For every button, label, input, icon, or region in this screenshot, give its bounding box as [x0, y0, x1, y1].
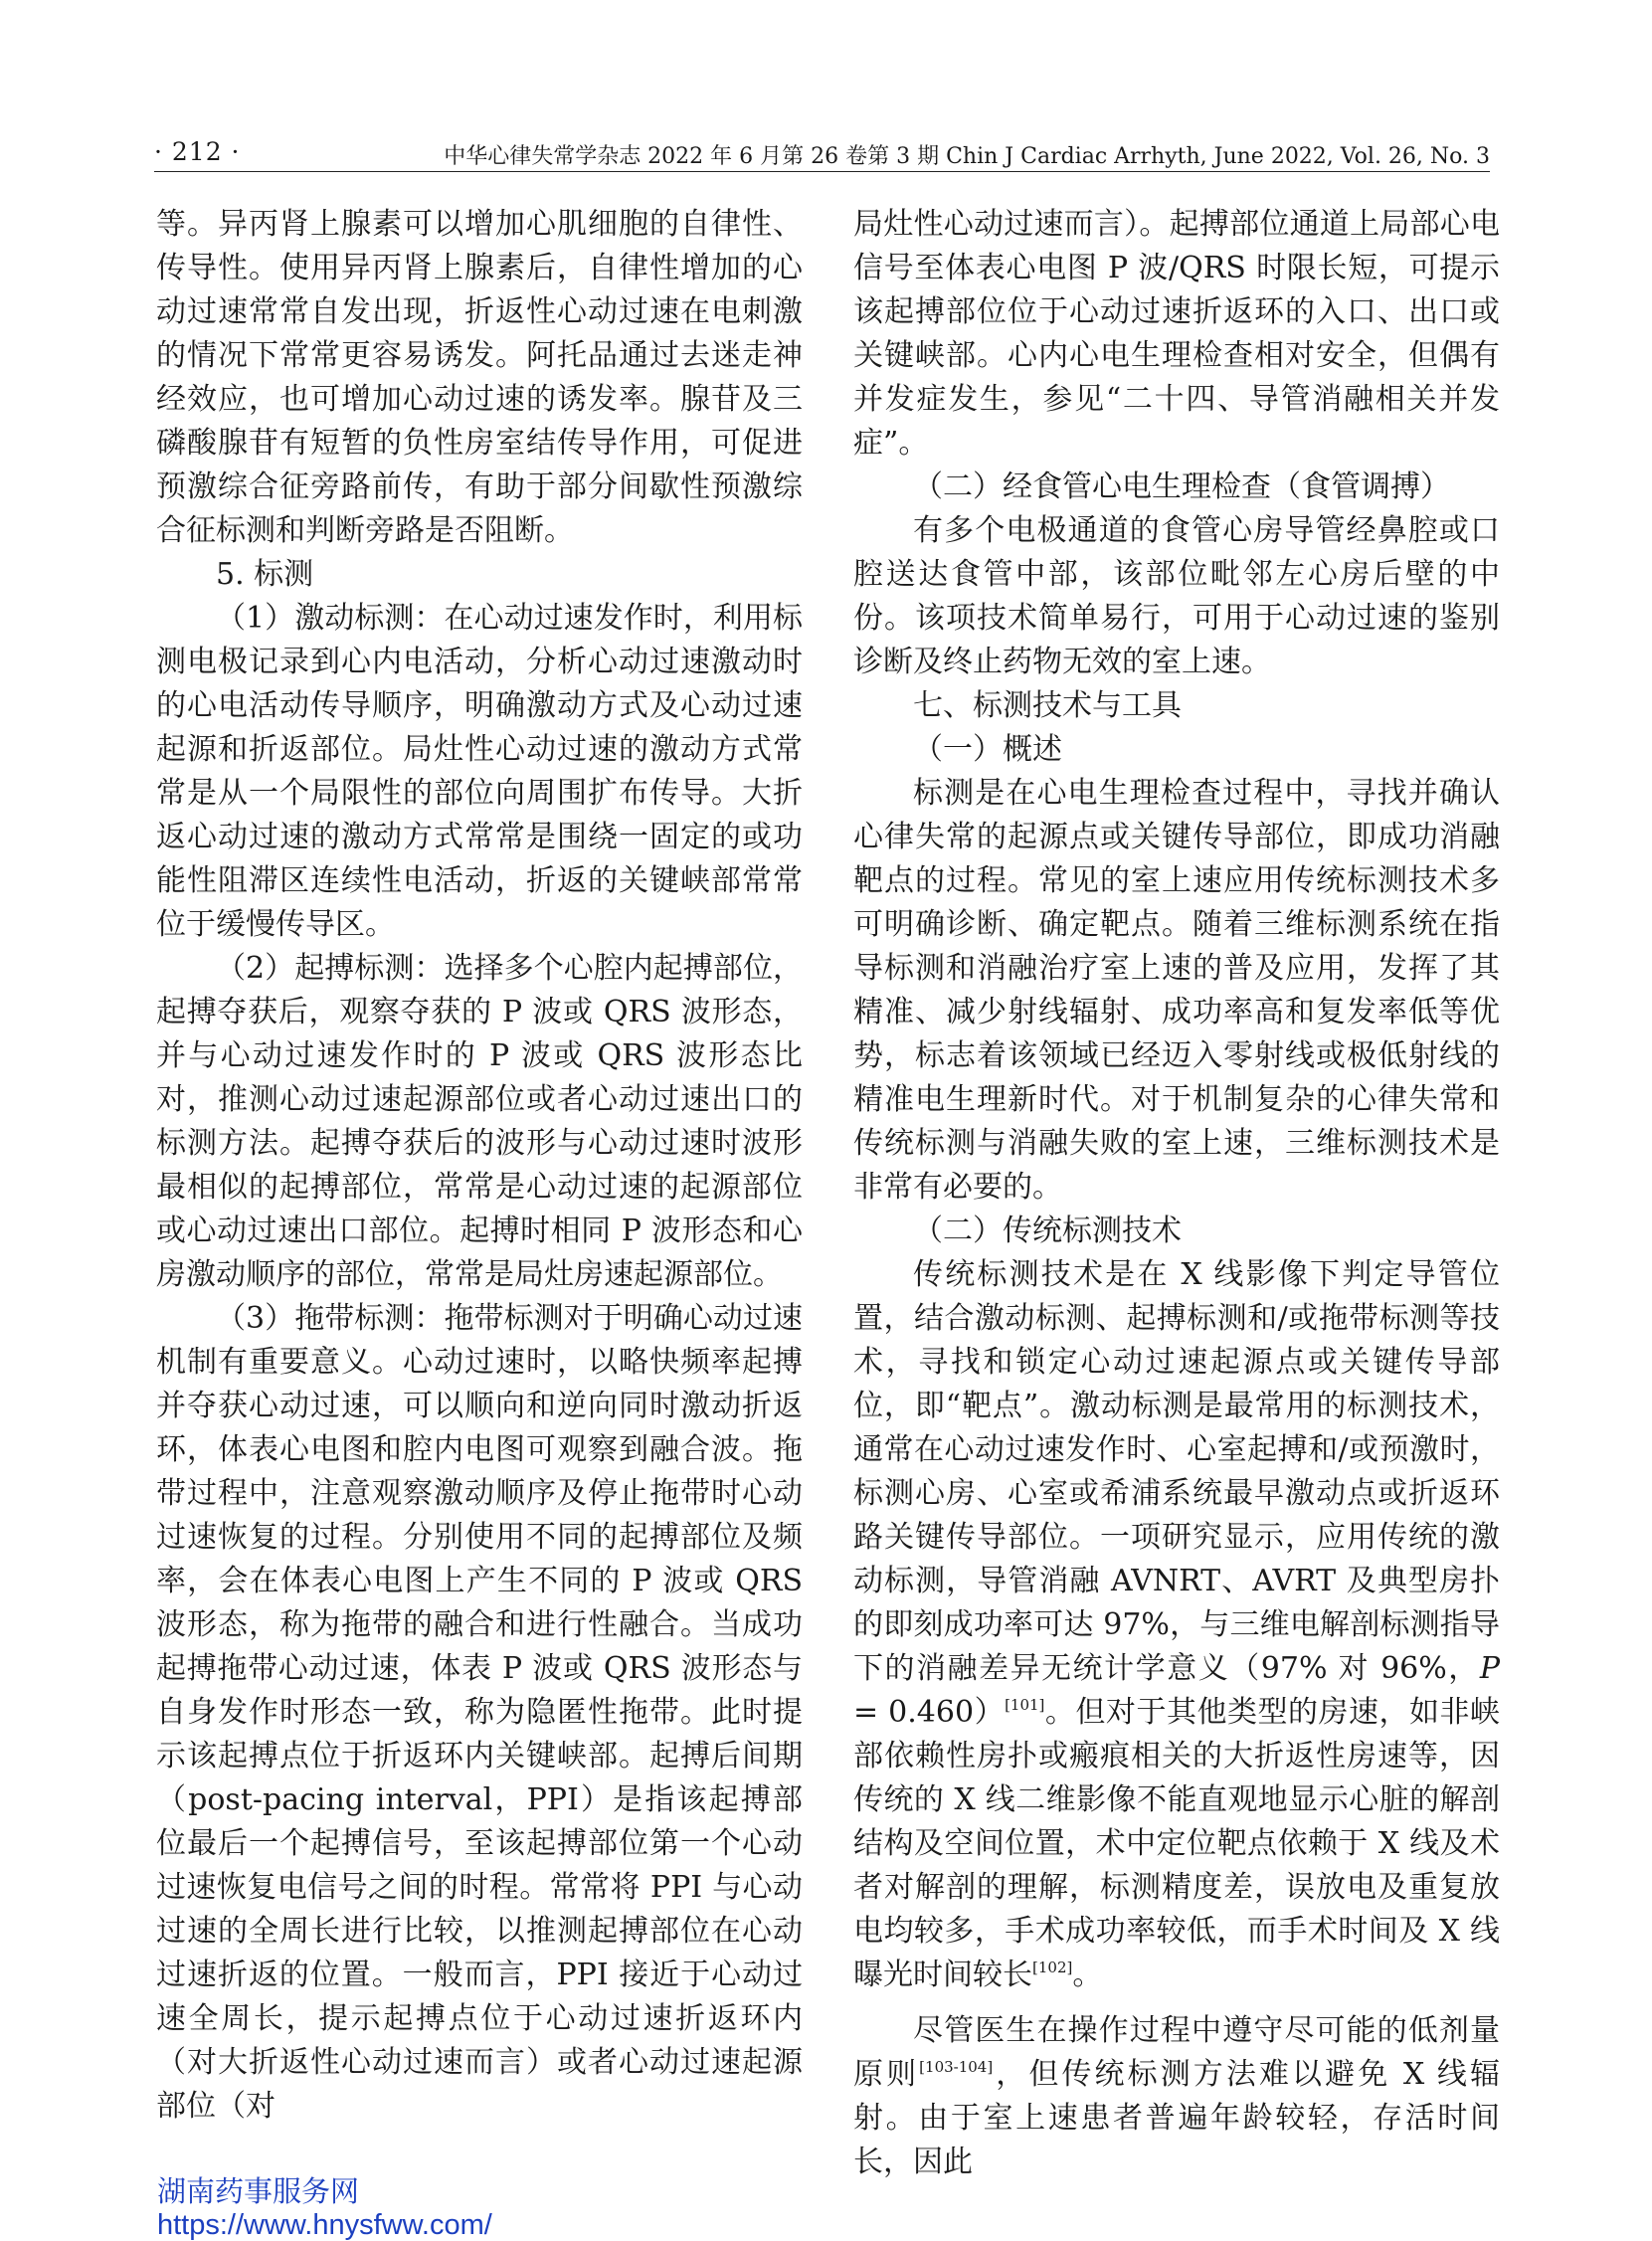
paragraph: （3）拖带标测：拖带标测对于明确心动过速机制有重要意义。心动过速时，以略快频率起搏并夺获心动过速，可以顺向和逆向同时激动折返环，体表心电图和腔内电图可观察到融合波。拖带过程中，注意观察激动顺序及停止拖带时心动过速恢复的过程。分别使用不同的起搏部位及频率，会在体表心电图上产生不同的 P 波或 QRS 波形态，称为拖带的融合和进行性融合。当成功起搏拖带心动过速，体表 P 波或 QRS 波形态与自身发作时形态一致，称为隐匿性拖带。此时提示该起搏点位于折返环内关键峡部。起搏后间期（post-pacing interval，PPI）是指该起搏部位最后一个起搏信号，至该起搏部位第一个心动过速恢复电信号之间的时程。常常将 PPI 与心动过速的全周长进行比较，以推测起搏部位在心动过速折返的位置。一般而言，PPI 接近于心动过速全周长，提示起搏点位于心动过速折返环内（对大折返性心动过速而言）或者心动过速起源部位（对	[156, 1301, 803, 2124]
citation-ref[interactable]: [101]	[1005, 1696, 1045, 1714]
subsection-heading: （一）概述	[913, 732, 1062, 767]
left-column	[156, 203, 803, 2129]
citation-ref[interactable]: [103-104]	[919, 2058, 994, 2076]
text-run: 传统标测技术是在 X 线影像下判定导管位置，结合激动标测、起搏标测和/或拖带标测等技术，寻找和锁定心动过速起源点或关键传导部位，即“靶点”。激动标测是最常用的标测技术，通常在心动过速发作时、心室起搏和/或预激时，标测心房、心室或希浦系统最早激动点或折返环路关键传导部位。一项研究显示，应用传统的激动标测，导管消融 AVNRT、AVRT 及典型房扑的即刻成功率可达 97%，与三维电解剖标测指导下的消融差异无统计学意义（97% 对 96%，	[853, 1257, 1500, 1686]
p-value-symbol: P	[1479, 1651, 1500, 1686]
section-heading: 七、标测技术与工具	[913, 688, 1182, 723]
paragraph: 有多个电极通道的食管心房导管经鼻腔或口腔送达食管中部，该部位毗邻左心房后壁的中份。该项技术简单易行，可用于心动过速的鉴别诊断及终止药物无效的室上速。	[853, 513, 1500, 679]
paragraph: （1）激动标测：在心动过速发作时，利用标测电极记录到心内电活动，分析心动过速激动时的心电活动传导顺序，明确激动方式及心动过速起源和折返部位。局灶性心动过速的激动方式常常是从一个局限性的部位向周围扩布传导。大折返心动过速的激动方式常常是围绕一固定的或功能性阻滞区连续性电活动，折返的关键峡部常常位于缓慢传导区。	[156, 601, 803, 942]
subsection-heading: （二）经食管心电生理检查（食管调搏）	[913, 469, 1450, 504]
text-run: = 0.460）	[853, 1695, 1006, 1730]
paragraph	[853, 2009, 1500, 2184]
text-run: 尽管医生在操作过程中遵守尽可能的低剂量原则	[853, 2013, 1500, 2092]
watermark-name: 湖南药事服务网	[157, 2174, 360, 2208]
paragraph: 标测是在心电生理检查过程中，寻找并确认心律失常的起源点或关键传导部位，即成功消融靶点的过程。常见的室上速应用传统标测技术多可明确诊断、确定靶点。随着三维标测系统在指导标测和消融治疗室上速的普及应用，发挥了其精准、减少射线辐射、成功率高和复发率低等优势，标志着该领域已经迈入零射线或极低射线的精准电生理新时代。对于机制复杂的心律失常和传统标测与消融失败的室上速，三维标测技术是非常有必要的。	[853, 776, 1500, 1205]
section-heading: 5. 标测	[216, 557, 314, 592]
text-run: ，但传统标测方法难以避免 X 线辐射。由于室上速患者普遍年龄较轻，存活时间长，因此	[853, 2057, 1500, 2179]
running-header	[154, 137, 1490, 172]
right-column	[853, 203, 1500, 2184]
text-run: 。	[1072, 1958, 1103, 1992]
citation-ref[interactable]: [102]	[1032, 1959, 1073, 1976]
paragraph: 局灶性心动过速而言）。起搏部位通道上局部心电信号至体表心电图 P 波/QRS 时限长短，可提示该起搏部位位于心动过速折返环的入口、出口或关键峡部。心内心电生理检查相对安全，但偶有并发症发生，参见“二十四、导管消融相关并发症”。	[853, 207, 1500, 461]
paragraph: （2）起搏标测：选择多个心腔内起搏部位，起搏夺获后，观察夺获的 P 波或 QRS 波形态，并与心动过速发作时的 P 波或 QRS 波形态比对，推测心动过速起源部位或者心动过速出口的标测方法。起搏夺获后的波形与心动过速时波形最相似的起搏部位，常常是心动过速的起源部位或心动过速出口部位。起搏时相同 P 波形态和心房激动顺序的部位，常常是局灶房速起源部位。	[156, 951, 803, 1292]
paragraph	[853, 1253, 1500, 1997]
page-number: · 212 ·	[154, 137, 241, 166]
text-run: 。但对于其他类型的房速，如非峡部依赖性房扑或瘢痕相关的大折返性房速等，因传统的 X 线二维影像不能直观地显示心脏的解剖结构及空间位置，术中定位靶点依赖于 X 线及术者对解剖的理解，标测精度差，误放电及重复放电均较多，手术成功率较低，而手术时间及 X 线曝光时间较长	[853, 1695, 1500, 1992]
subsection-heading: （二）传统标测技术	[913, 1214, 1182, 1248]
journal-citation: 中华心律失常学杂志 2022 年 6 月第 26 卷第 3 期 Chin J Cardiac Arrhyth, June 2022, Vol. 26, No. 3	[444, 144, 1490, 169]
watermark-url[interactable]: https://www.hnysfww.com/	[157, 2209, 492, 2241]
watermark	[157, 2175, 492, 2241]
paragraph: 等。异丙肾上腺素可以增加心肌细胞的自律性、传导性。使用异丙肾上腺素后，自律性增加的心动过速常常自发出现，折返性心动过速在电刺激的情况下常常更容易诱发。阿托品通过去迷走神经效应，也可增加心动过速的诱发率。腺苷及三磷酸腺苷有短暂的负性房室结传导作用，可促进预激综合征旁路前传，有助于部分间歇性预激综合征标测和判断旁路是否阻断。	[156, 207, 803, 548]
